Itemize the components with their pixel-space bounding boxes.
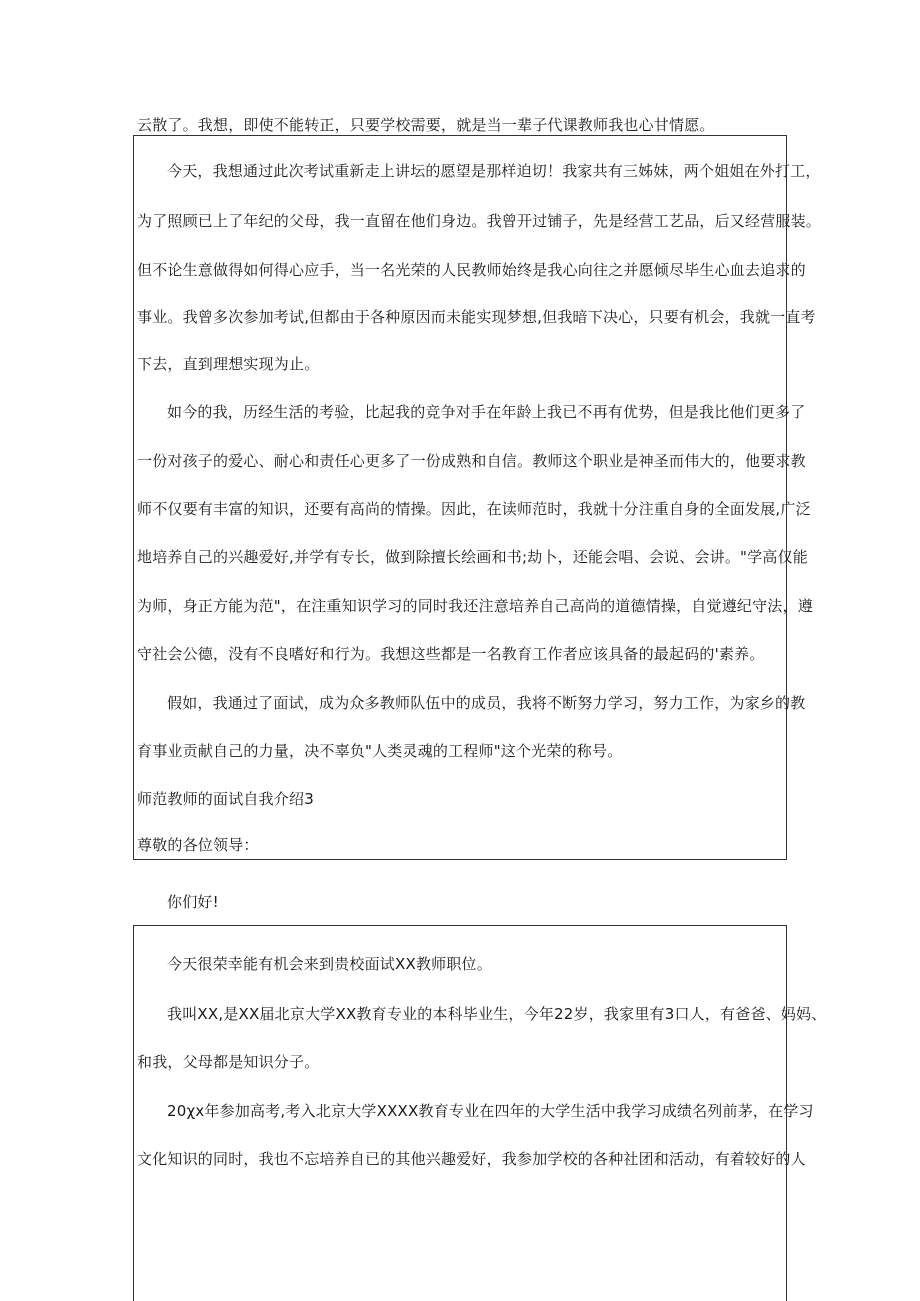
top-line: 云散了。我想，即使不能转正，只要学校需要，就是当一辈子代课教师我也心甘情愿。 — [137, 116, 715, 134]
greeting: 你们好! — [167, 893, 219, 911]
section-heading: 师范教师的面试自我介绍3 — [137, 790, 314, 808]
paragraph-line: 今天很荣幸能有机会来到贵校面试XX教师职位。 — [167, 955, 492, 973]
paragraph-line: 假如，我通过了面试，成为众多教师队伍中的成员，我将不断努力学习，努力工作，为家乡的教 — [167, 694, 806, 712]
paragraph-line: 如今的我，历经生活的考验，比起我的竞争对手在年龄上我已不再有优势，但是我比他们更多了 — [167, 403, 806, 421]
paragraph-line: 和我，父母都是知识分子。 — [137, 1053, 320, 1071]
paragraph-line: 地培养自己的兴趣爱好,并学有专长，做到除擅长绘画和书;劫卜，还能会唱、会说、会讲。"学高仅能 — [137, 548, 808, 566]
paragraph-line: 守社会公德，没有不良嗜好和行为。我想这些都是一名教育工作者应该具备的最起码的'素养。 — [137, 645, 765, 663]
paragraph-line: 为了照顾已上了年纪的父母，我一直留在他们身边。我曾开过铺子，先是经营工艺品，后又经营服装。 — [137, 212, 822, 230]
paragraph-line: 一份对孩子的爱心、耐心和责任心更多了一份成熟和自信。教师这个职业是神圣而伟大的，他要求教 — [137, 452, 806, 470]
paragraph-line: 下去，直到理想实现为止。 — [137, 355, 320, 373]
paragraph-line: 育事业贡献自己的力量，决不辜负"人类灵魂的工程师"这个光荣的称号。 — [137, 742, 623, 760]
paragraph-line: 事业。我曾多次参加考试,但都由于各种原因而未能实现梦想,但我暗下决心，只要有机会，我就一直考 — [137, 308, 816, 326]
paragraph-line: 但不论生意做得如何得心应手，当一名光荣的人民教师始终是我心向往之并愿倾尽毕生心血去追求的 — [137, 261, 806, 279]
salutation: 尊敬的各位领导： — [137, 836, 259, 854]
paragraph-line: 文化知识的同时，我也不忘培养自已的其他兴趣爱好，我参加学校的各种社团和活动，有着较好的人 — [137, 1150, 806, 1168]
paragraph-line: 为师，身正方能为范"，在注重知识学习的同时我还注意培养自己高尚的道德情操，自觉遵纪守法，遵 — [137, 597, 813, 615]
paragraph-line: 师不仅要有丰富的知识，还要有高尚的情操。因此，在读师范时，我就十分注重自身的全面发展,广泛 — [137, 500, 811, 518]
paragraph-line: 我叫XX,是XX届北京大学XX教育专业的本科毕业生，今年22岁，我家里有3口人，有爸爸、妈妈、 — [167, 1005, 827, 1023]
paragraph-line: 20χx年参加高考,考入北京大学XXXX教育专业在四年的大学生活中我学习成绩名列前茅，在学习 — [167, 1102, 814, 1120]
paragraph-line: 今天，我想通过此次考试重新走上讲坛的愿望是那样迫切！我家共有三姊妹，两个姐姐在外打工， — [167, 162, 821, 180]
